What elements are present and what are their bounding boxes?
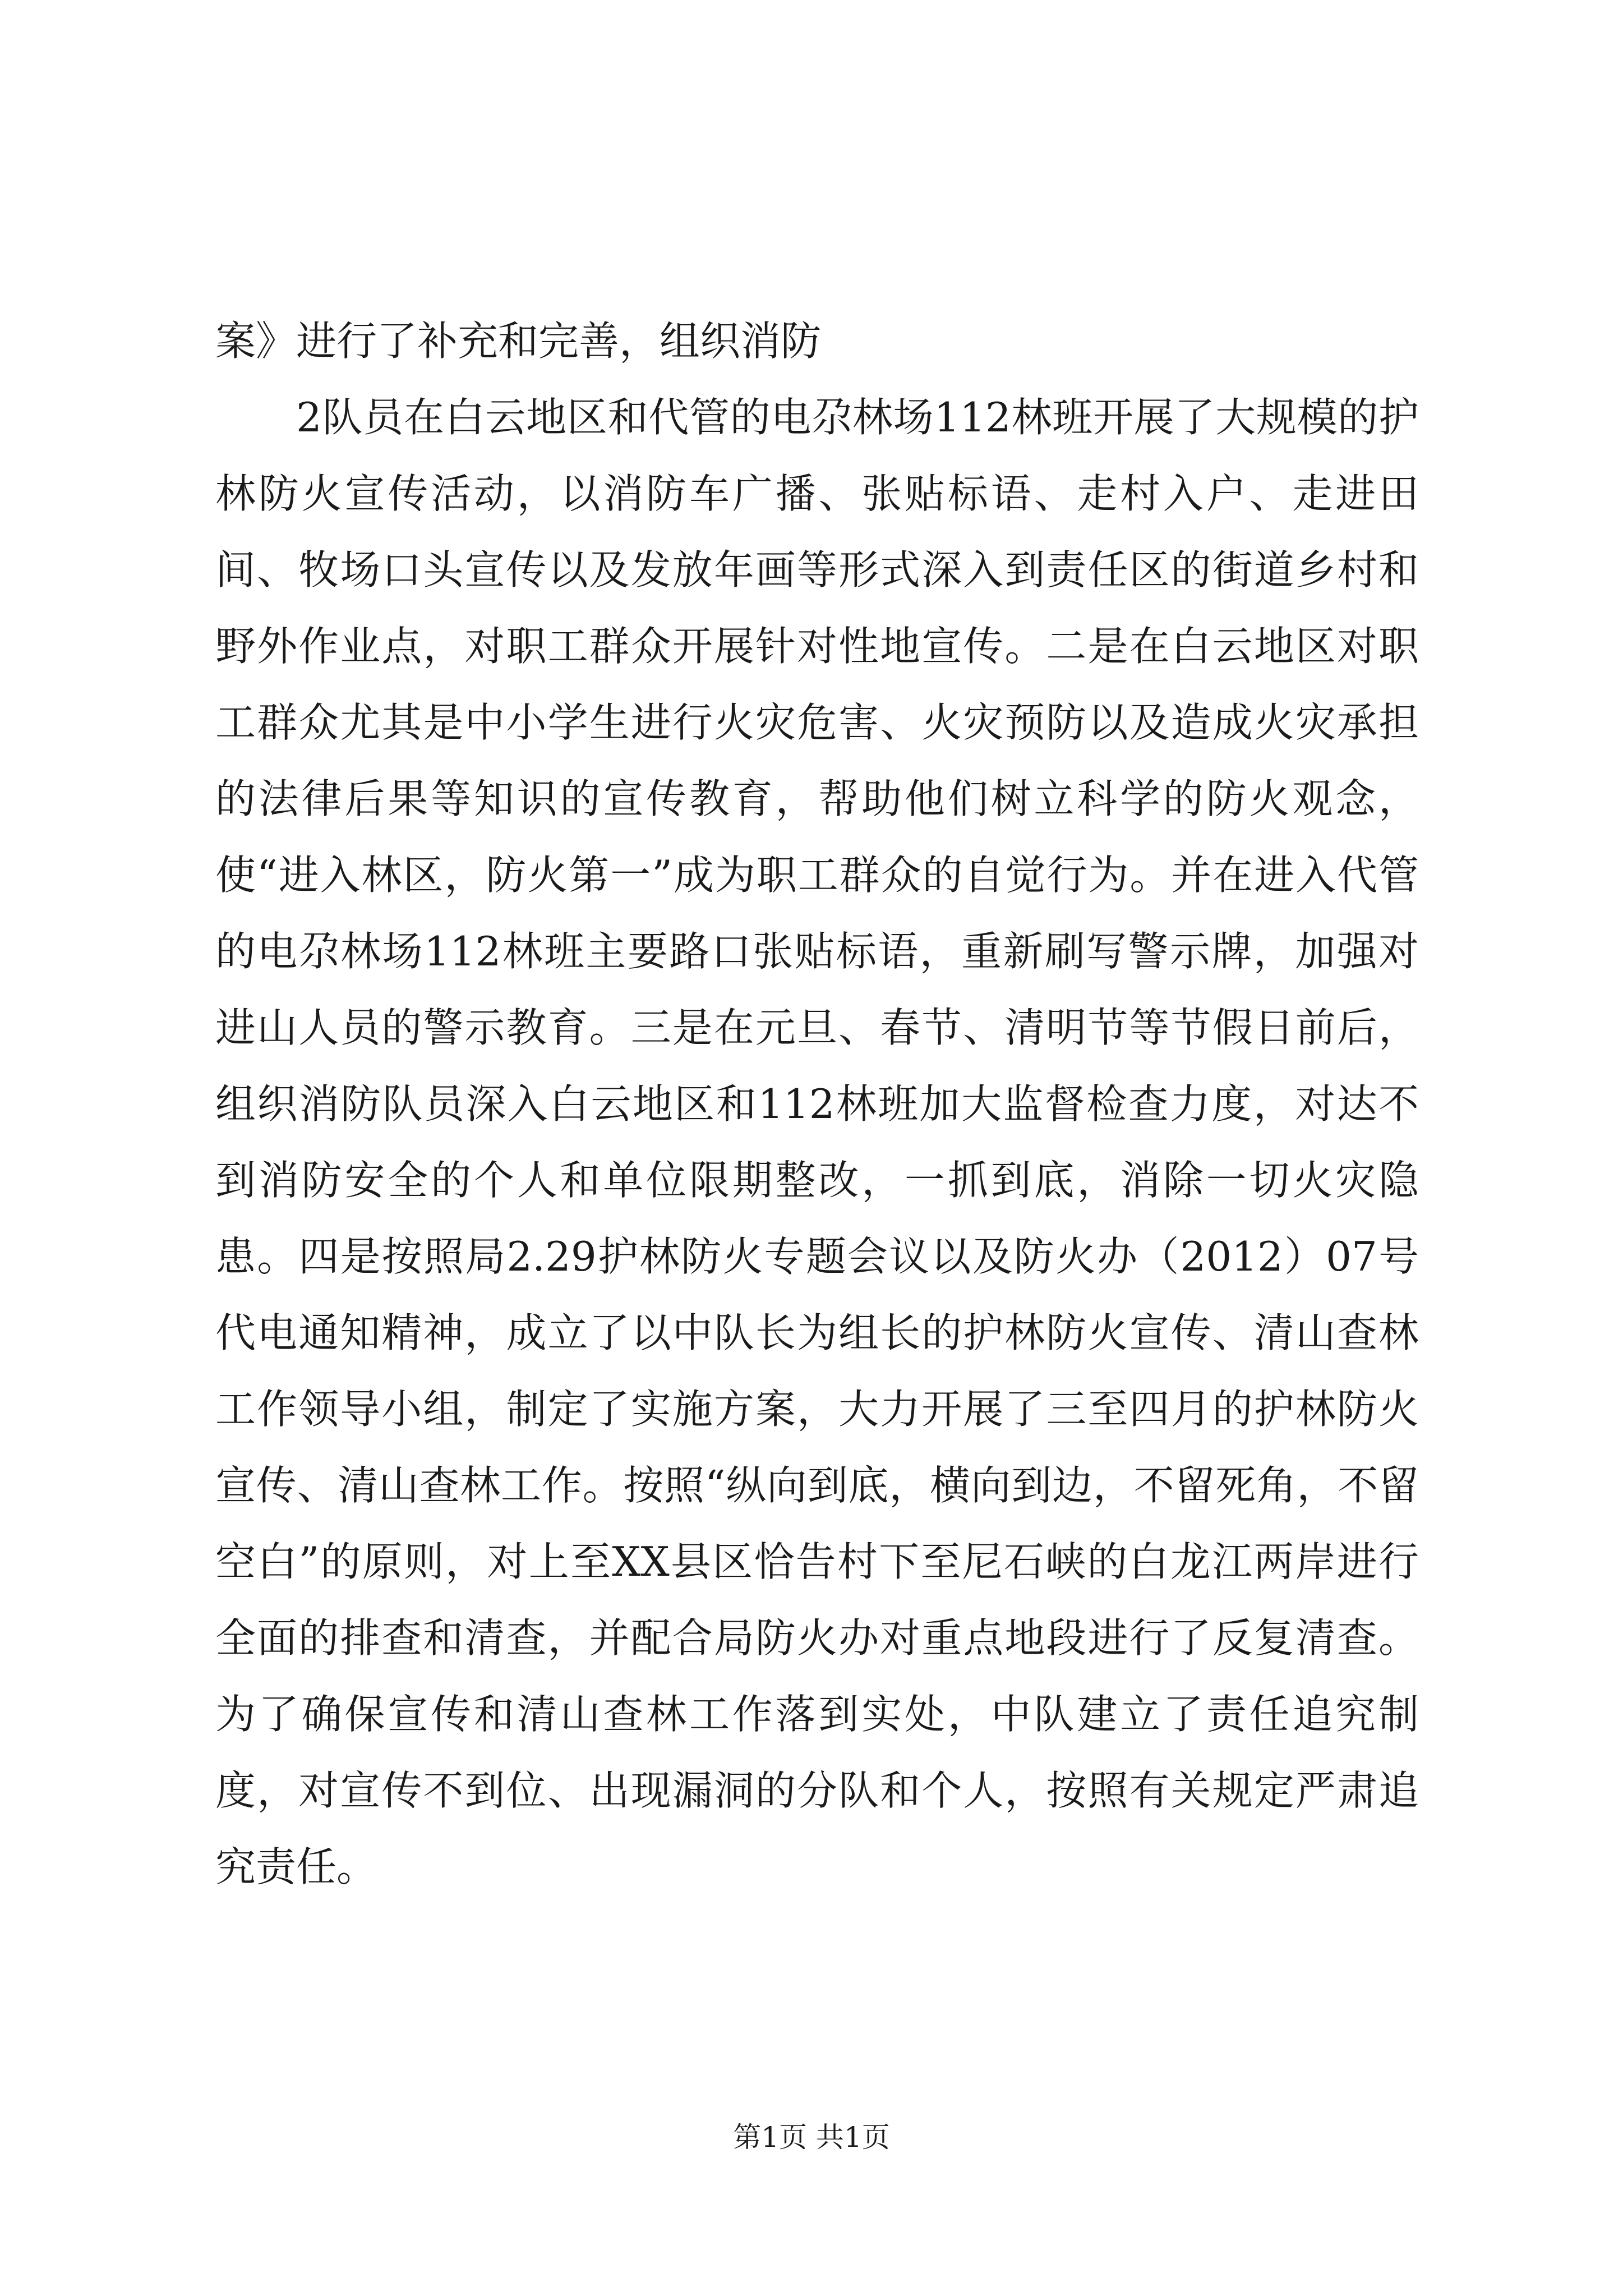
body-paragraph: 2队员在白云地区和代管的电尕林场112林班开展了大规模的护林防火宣传活动，以消防车广播、张贴标语、走村入户、走进田间、牧场口头宣传以及发放年画等形式深入到责任区的街道乡村和野外作业点，对职工群众开展针对性地宣传。二是在白云地区对职工群众尤其是中小学生进行火灾危害、火灾预防以及造成火灾承担的法律后果等知识的宣传教育，帮助他们树立科学的防火观念，使“进入林区，防火第一”成为职工群众的自觉行为。并在进入代管的电尕林场112林班主要路口张贴标语，重新刷写警示牌，加强对进山人员的警示教育。三是在元旦、春节、清明节等节假日前后，组织消防队员深入白云地区和112林班加大监督检查力度，对达不到消防安全的个人和单位限期整改，一抓到底，消除一切火灾隐患。四是按照局2.29护林防火专题会议以及防火办（2012）07号代电通知精神，成立了以中队长为组长的护林防火宣传、清山查林工作领导小组，制定了实施方案，大力开展了三至四月的护林防火宣传、清山查林工作。按照“纵向到底，横向到边，不留死角，不留空白”的原则，对上至XX县区恰告村下至尼石峡的白龙江两岸进行全面的排查和清查，并配合局防火办对重点地段进行了反复清查。为了确保宣传和清山查林工作落到实处，中队建立了责任追究制度，对宣传不到位、出现漏洞的分队和个人，按照有关规定严肃追究责任。 xyxy=(215,394,1419,1890)
continuation-line: 案》进行了补充和完善，组织消防 xyxy=(215,318,822,365)
page-number-footer: 第1页 共1页 xyxy=(733,2121,890,2154)
document-body xyxy=(215,303,1419,1905)
